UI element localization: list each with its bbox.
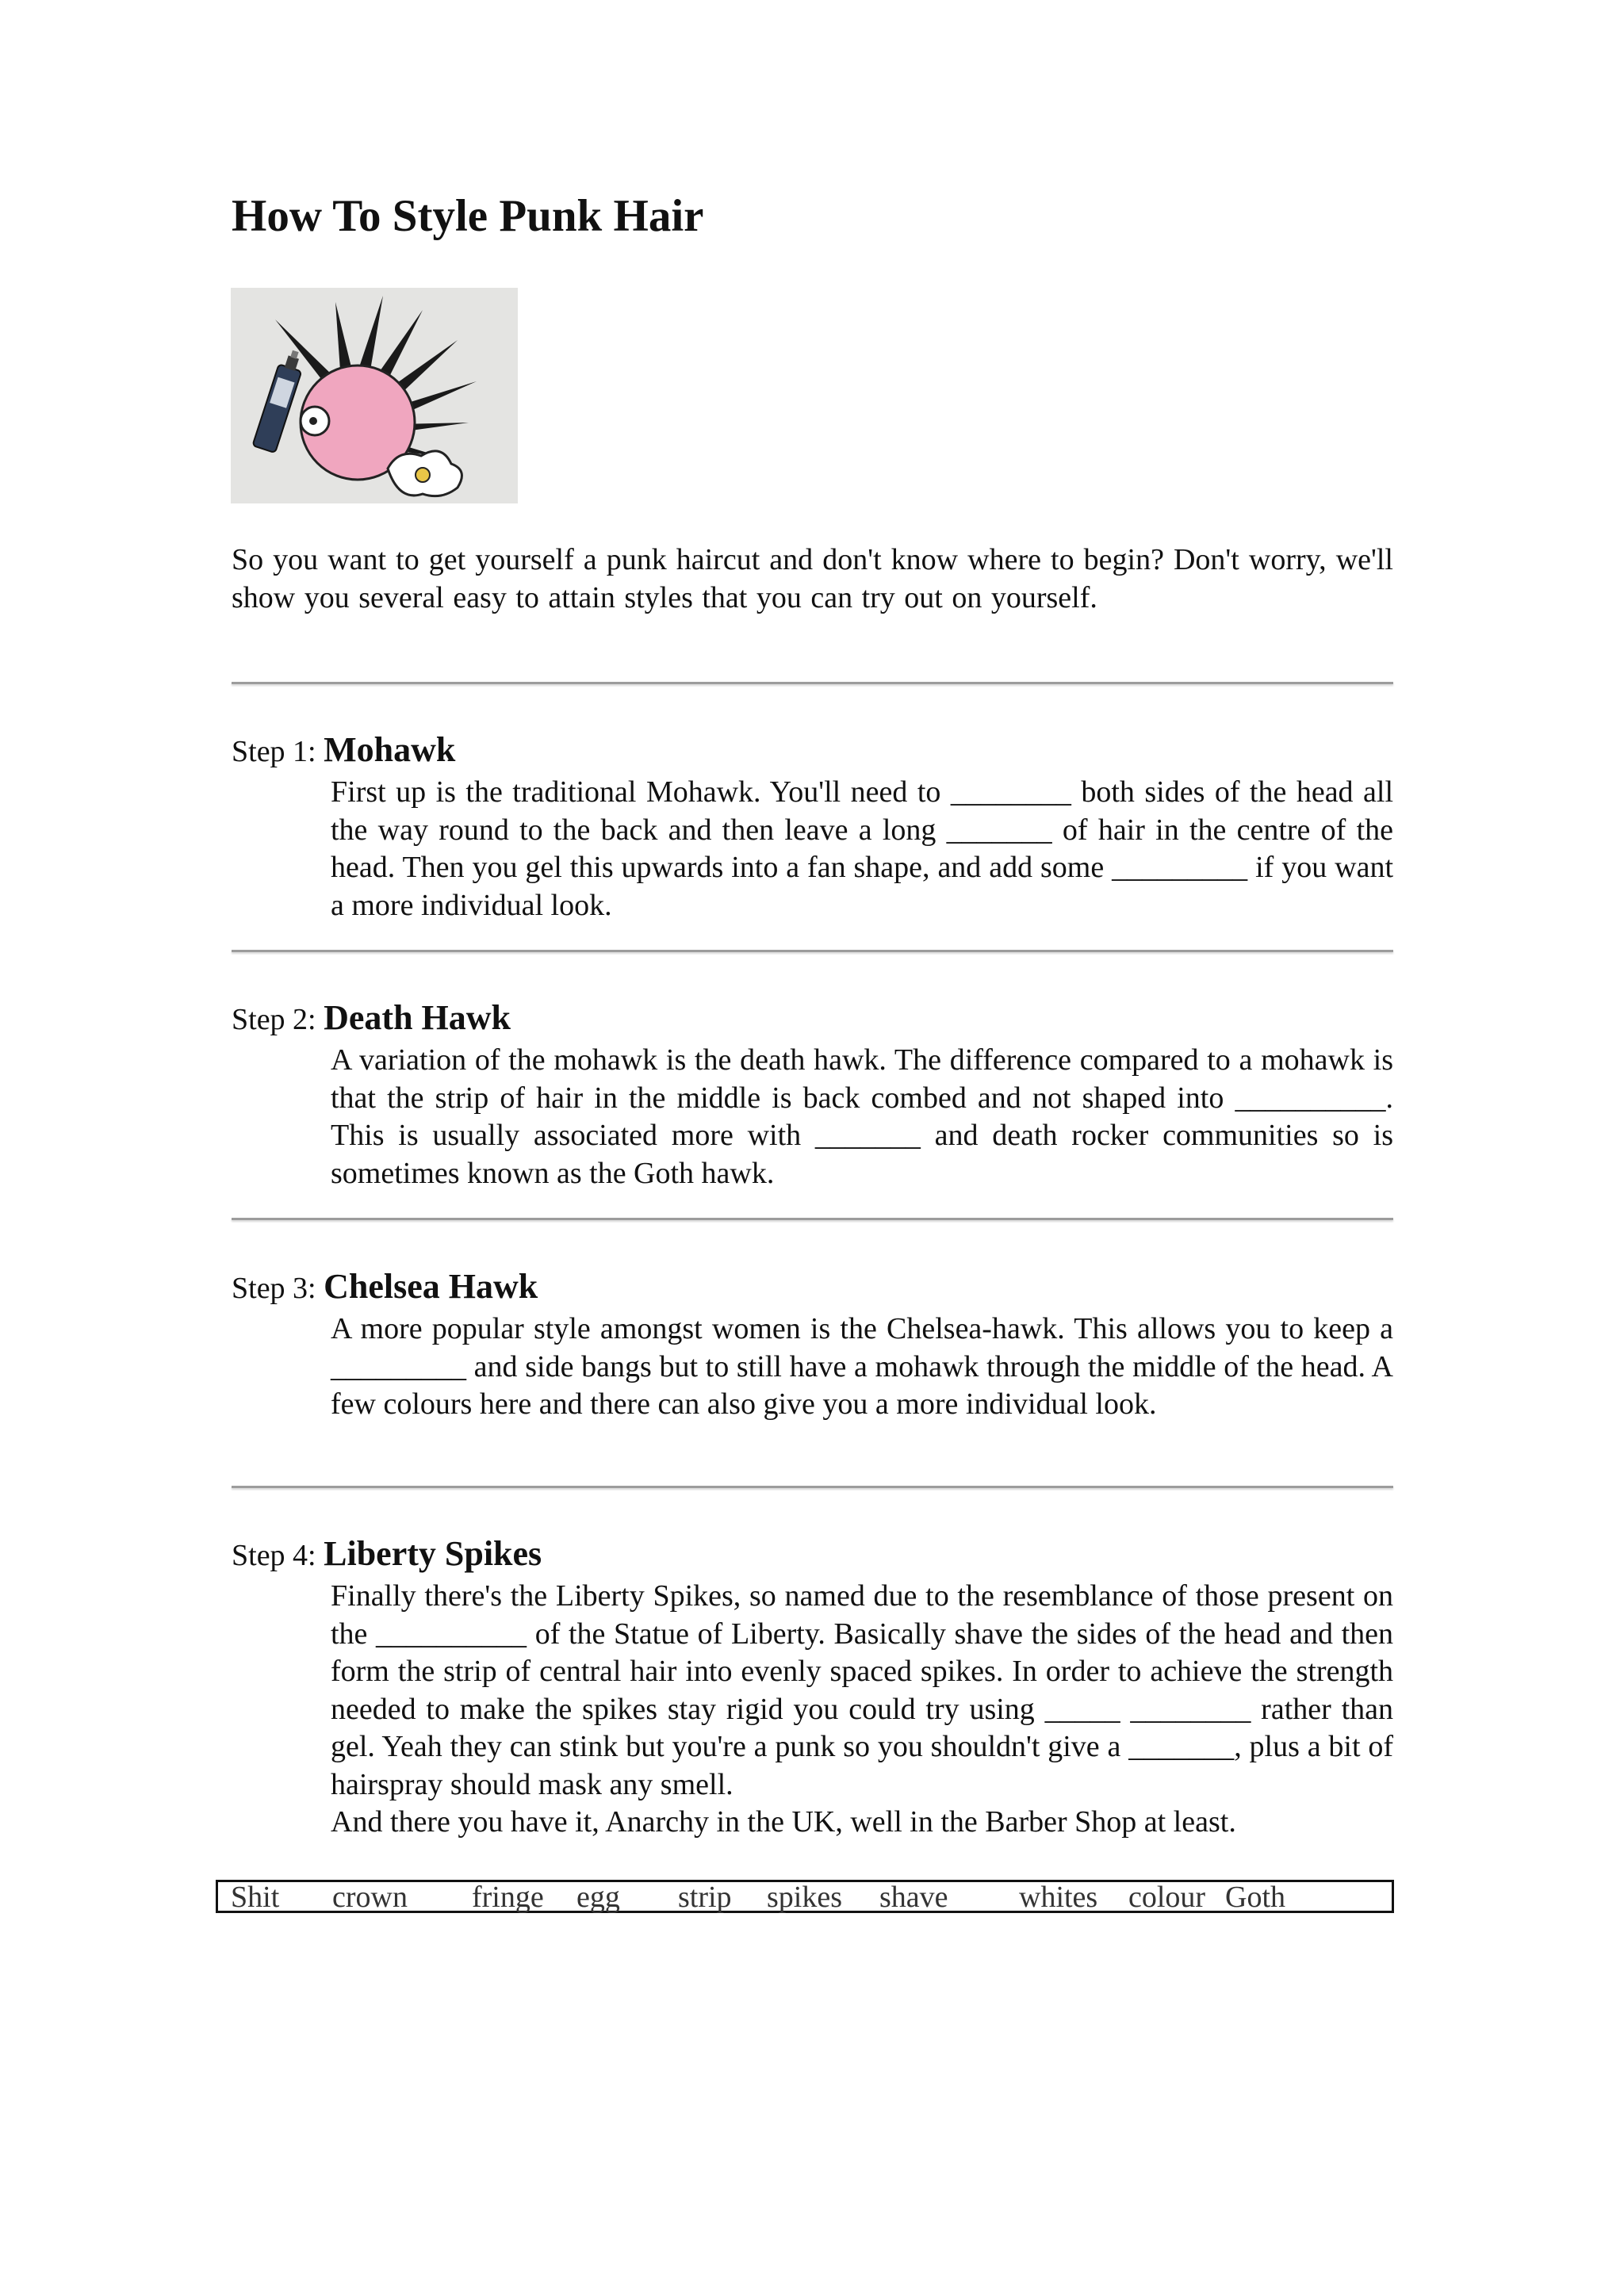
- step-heading: [232, 1532, 1393, 1578]
- word-bank-item: Shit: [231, 1881, 280, 1914]
- word-bank-item: strip: [678, 1881, 732, 1914]
- word-bank-item: colour: [1128, 1881, 1206, 1914]
- divider: [232, 950, 1393, 952]
- word-bank-item: egg: [576, 1881, 620, 1914]
- step-label: Step 1:: [232, 735, 316, 768]
- step-name: Liberty Spikes: [324, 1534, 542, 1573]
- step-name: Chelsea Hawk: [324, 1267, 538, 1306]
- step-name: Mohawk: [324, 730, 456, 769]
- word-bank: [216, 1880, 1394, 1913]
- step-mohawk: [232, 728, 1393, 924]
- divider: [232, 682, 1393, 684]
- step-label: Step 2:: [232, 1003, 316, 1036]
- word-bank-item: crown: [332, 1881, 408, 1914]
- word-bank-item: shave: [879, 1881, 948, 1914]
- word-bank-item: spikes: [767, 1881, 842, 1914]
- punk-head-illustration: [231, 288, 518, 503]
- word-bank-item: fringe: [472, 1881, 544, 1914]
- word-bank-item: whites: [1019, 1881, 1098, 1914]
- step-body: [331, 774, 1393, 924]
- intro-paragraph: So you want to get yourself a punk haircut and don't know where to begin? Don't worry, we'll show you several easy to attain styles that you can try out on yourself.: [232, 543, 1393, 614]
- step-label: Step 4:: [232, 1539, 316, 1572]
- step-label: Step 3:: [232, 1272, 316, 1305]
- word-bank-item: Goth: [1225, 1881, 1285, 1914]
- step-chelsea-hawk: [232, 1265, 1393, 1424]
- step-paragraph: A more popular style amongst women is the Chelsea-hawk. This allows you to keep a _________ and side bangs but to still have a mohawk through the middle of the head. A few colours here and there can also give you a more individual look.: [331, 1312, 1393, 1421]
- step-heading: [232, 996, 1393, 1042]
- step-liberty-spikes: [232, 1532, 1393, 1842]
- step-heading: [232, 1265, 1393, 1311]
- step-heading: [232, 728, 1393, 774]
- step-name: Death Hawk: [324, 998, 511, 1037]
- step-body: [331, 1578, 1393, 1842]
- step-paragraph: First up is the traditional Mohawk. You'll need to ________ both sides of the head all the way round to the back and then leave a long _______ of hair in the centre of the head. Then you gel this upwards into a fan shape, and add some _________ if you want a more individual look.: [331, 775, 1393, 922]
- page-title: How To Style Punk Hair: [232, 191, 704, 241]
- divider: [232, 1218, 1393, 1220]
- step-paragraph: A variation of the mohawk is the death hawk. The difference compared to a mohawk is that the strip of hair in the middle is back combed and not shaped into __________. This is usually associated more with _______ and death rocker communities so is sometimes known as the Goth hawk.: [331, 1043, 1393, 1190]
- closing-paragraph: And there you have it, Anarchy in the UK, well in the Barber Shop at least.: [331, 1805, 1236, 1839]
- step-death-hawk: [232, 996, 1393, 1192]
- step-paragraph: Finally there's the Liberty Spikes, so named due to the resemblance of those present on the __________ of the Statue of Liberty. Basically shave the sides of the head and then form the strip of central hair into evenly spaced spikes. In order to achieve the strength needed to make the spikes stay rigid you could try using _____ ________ rather than gel. Yeah they can stink but you're a punk so you shouldn't give a _______, plus a bit of hairspray should mask any smell.: [331, 1579, 1393, 1801]
- step-body: [331, 1311, 1393, 1424]
- divider: [232, 1486, 1393, 1488]
- step-body: [331, 1042, 1393, 1192]
